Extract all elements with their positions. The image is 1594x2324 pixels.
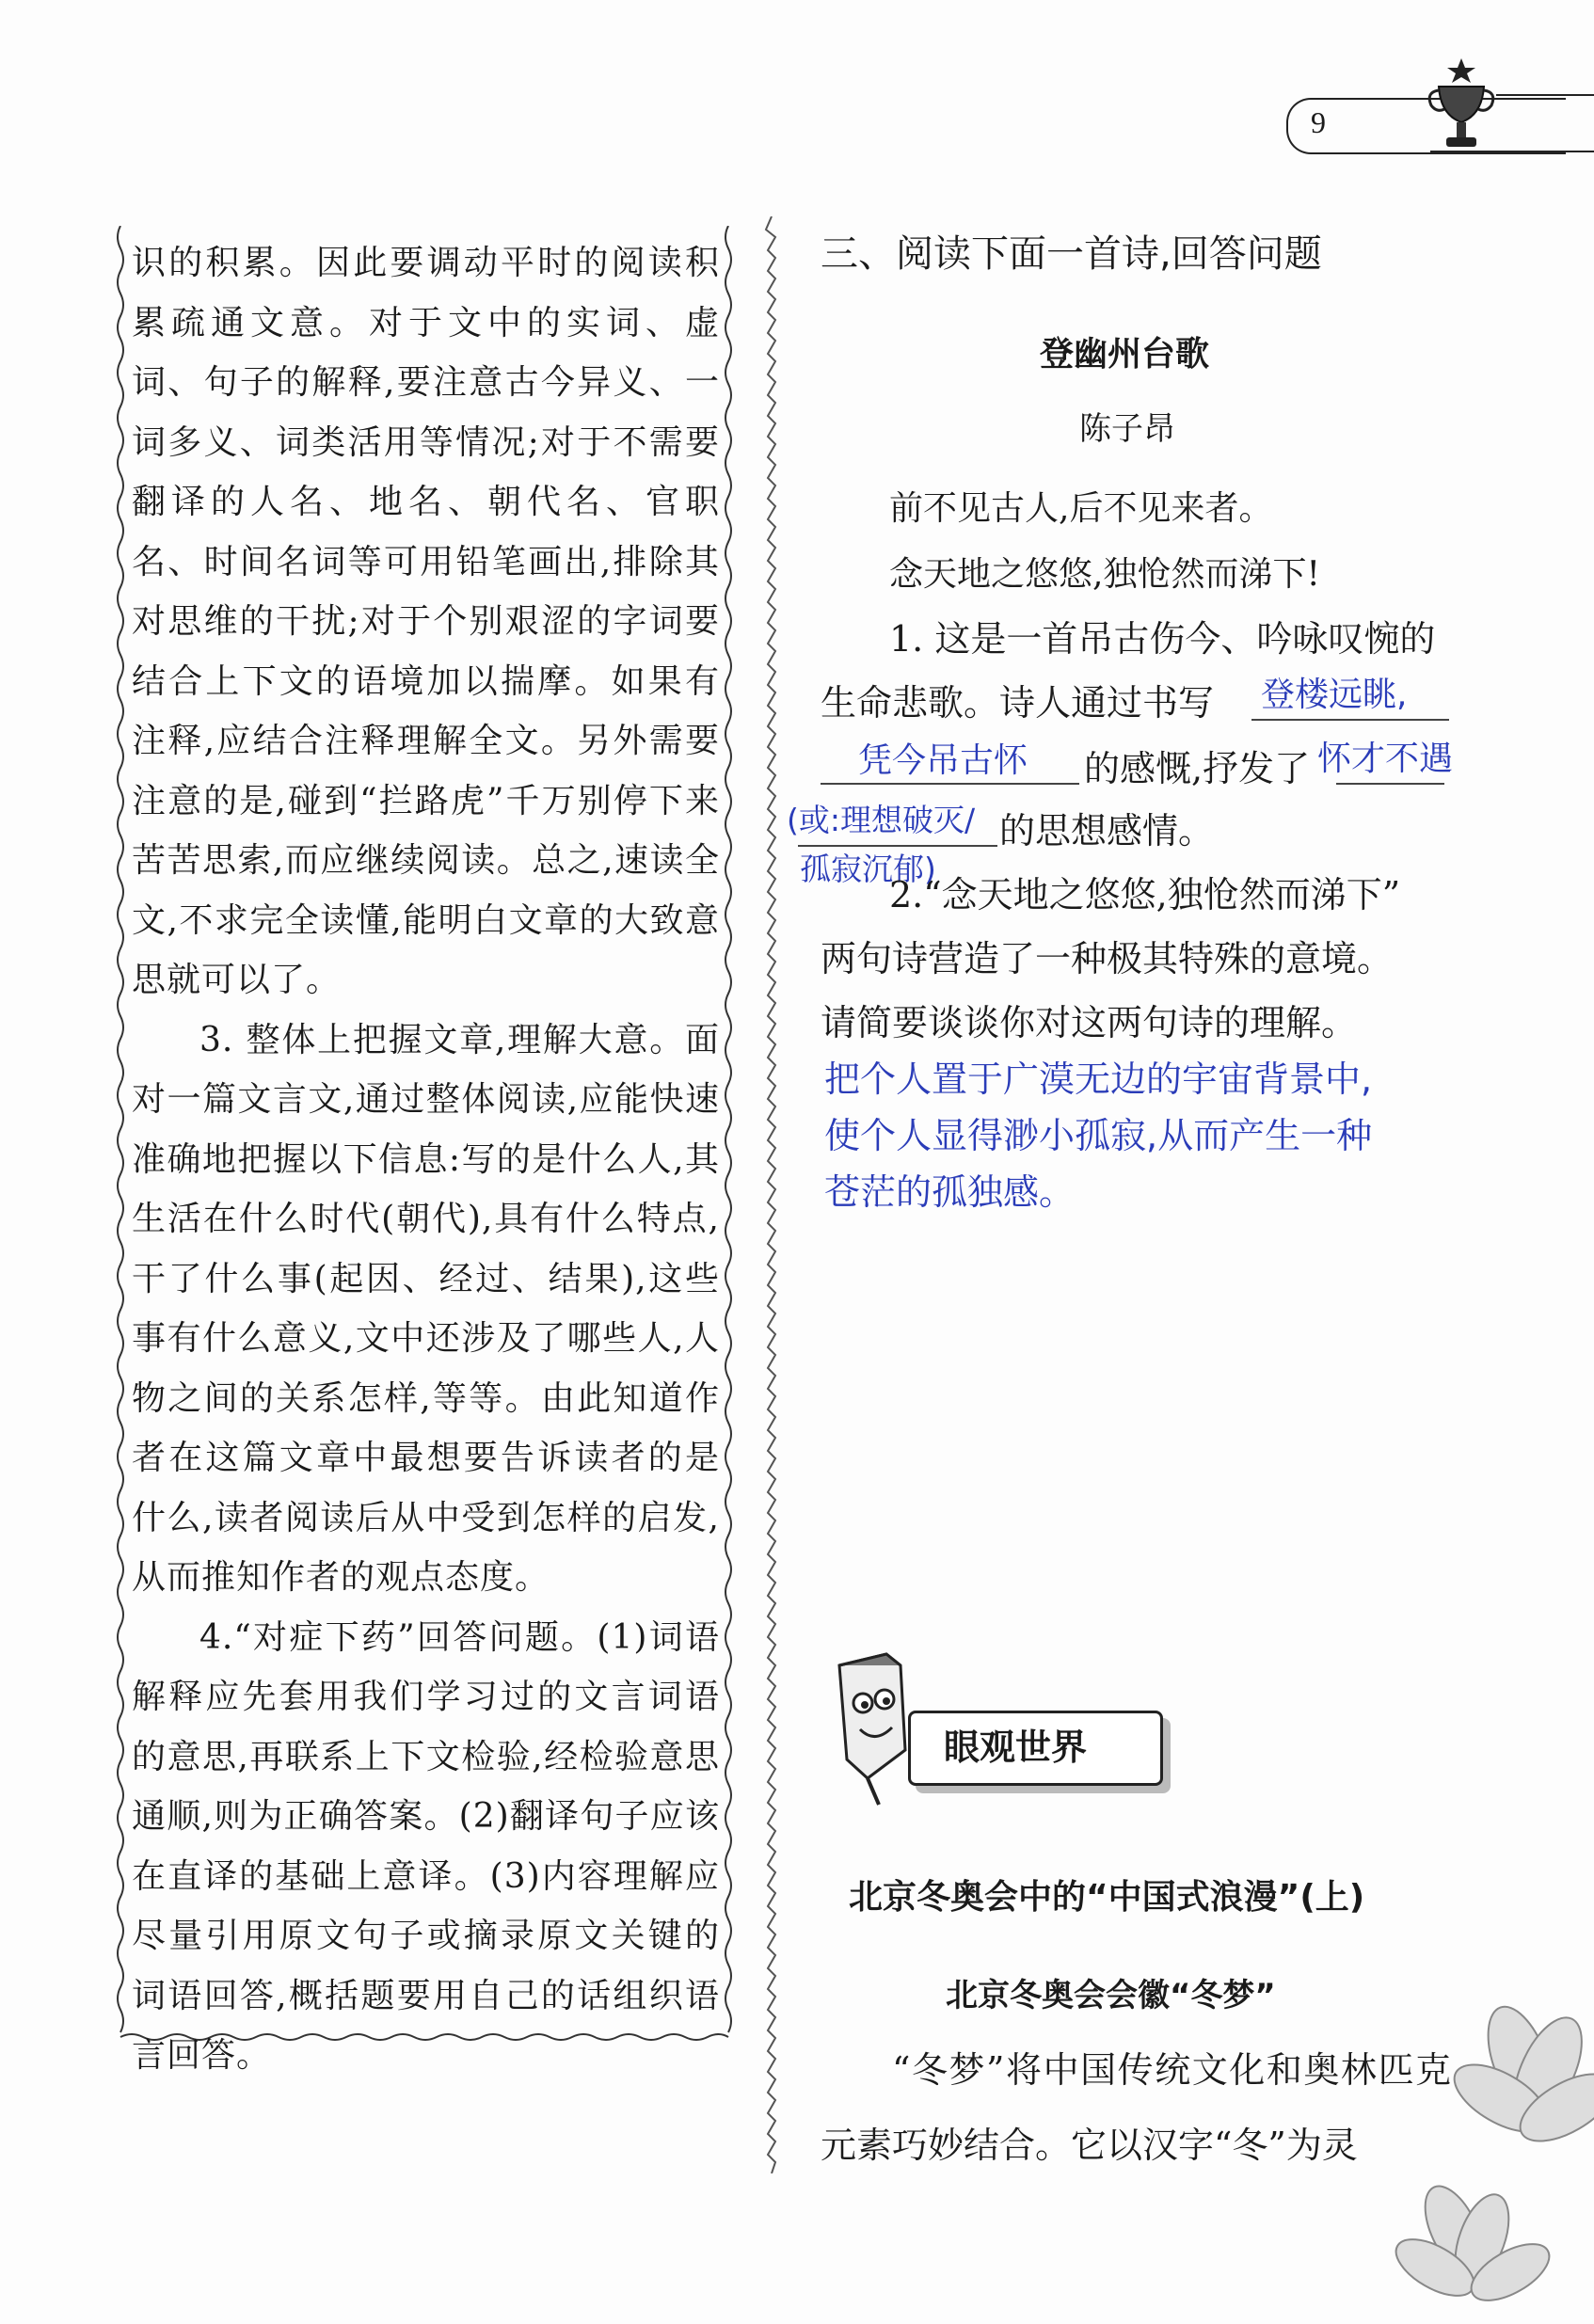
question-1-text: 的思想感情。 (999, 810, 1215, 852)
answer-blank (798, 845, 997, 847)
header-rule (1496, 94, 1594, 96)
question-1-text: 1. 这是一首吊古伤今、吟咏叹惋的 (889, 618, 1436, 660)
question-2-text: 两句诗营造了一种极其特殊的意境。 (821, 938, 1394, 979)
section-badge-label: 眼观世界 (944, 1727, 1088, 1768)
handwritten-answer: 怀才不遇 (1317, 740, 1454, 778)
handwritten-answer: 把个人置于广漠无边的宇宙背景中, (824, 1059, 1373, 1100)
question-2-text: 请简要谈谈你对这两句诗的理解。 (821, 1002, 1358, 1043)
tip-paragraph: 3. 整体上把握文章,理解大意。面对一篇文言文,通过整体阅读,应能快速准确地把握以下信息:写的是什么人,其生活在什么时代(朝代),具有什么特点,干了什么事(起因、经过、结果),这些事有什么意义,文中还涉及了哪些人,人物之间的关系怎样,等等。由此知道作者在这篇文章中最想要告诉读者的是什么,读者阅读后从中受到怎样的启发,从而推知作者的观点态度。 (132, 1020, 720, 1597)
tips-text (132, 233, 720, 2086)
question-1-text: 的感慨,抒发了 (1084, 748, 1311, 789)
column-divider (762, 216, 781, 2173)
poem-line: 前不见古人,后不见来者。 (889, 489, 1273, 528)
article-subtitle: 北京冬奥会会徽“冬梦” (946, 1977, 1276, 2014)
handwritten-answer: 使个人显得渺小孤寂,从而产生一种 (824, 1115, 1373, 1156)
handwritten-answer: (或:理想破灭/ (787, 802, 976, 838)
article-body (821, 2032, 1451, 2183)
article-title: 北京冬奥会中的“中国式浪漫”(上) (849, 1878, 1365, 1917)
poem-author: 陈子昂 (1079, 410, 1175, 448)
answer-blank (821, 783, 1079, 785)
question-1-text: 生命悲歌。诗人通过书写 (821, 682, 1215, 724)
handwritten-answer: 登楼远眺, (1261, 676, 1408, 714)
handwritten-answer: 孤寂沉郁) (800, 851, 936, 887)
poem-line: 念天地之悠悠,独怆然而涕下! (889, 555, 1320, 594)
tip-paragraph: 4.“对症下药”回答问题。(1)词语解释应先套用我们学习过的文言词语的意思,再联系上下文检验,经检验意思通顺,则为正确答案。(2)翻译句子应该在直译的基础上意译。(3)内容理解应尽量引用原文句子或摘录原文关键的词语回答,概括题要用自己的话组织语言回答。 (132, 1617, 720, 2075)
handwritten-answer: 苍茫的孤独感。 (824, 1171, 1076, 1213)
pencil-mascot-icon (811, 1647, 924, 1807)
lotus-flowers-icon (1360, 1985, 1594, 2324)
tip-paragraph: 识的积累。因此要调动平时的阅读积累疏通文意。对于文中的实词、虚词、句子的解释,要注意古今异义、一词多义、词类活用等情况;对于不需要翻译的人名、地名、朝代名、官职名、时间名词等可用铅笔画出,排除其对思维的干扰;对于个别艰涩的字词要结合上下文的语境加以揣摩。如果有注释,应结合注释理解全文。另外需要注意的是,碰到“拦路虎”千万别停下来苦苦思索,而应继续阅读。总之,速读全文,不求完全读懂,能明白文章的大致意思就可以了。 (132, 244, 720, 999)
question-2-text: 2.“念天地之悠悠,独怆然而涕下” (889, 874, 1401, 915)
page-number: 9 (1311, 105, 1326, 139)
article-paragraph: “冬梦”将中国传统文化和奥林匹克元素巧妙结合。它以汉字“冬”为灵 (821, 2049, 1451, 2166)
answer-blank (1336, 783, 1444, 785)
answer-blank (1251, 719, 1449, 721)
trophy-icon (1426, 56, 1501, 155)
section-heading: 三、阅读下面一首诗,回答问题 (821, 232, 1322, 276)
handwritten-answer: 凭今吊古怀 (858, 741, 1028, 780)
poem-title: 登幽州台歌 (1040, 335, 1210, 374)
